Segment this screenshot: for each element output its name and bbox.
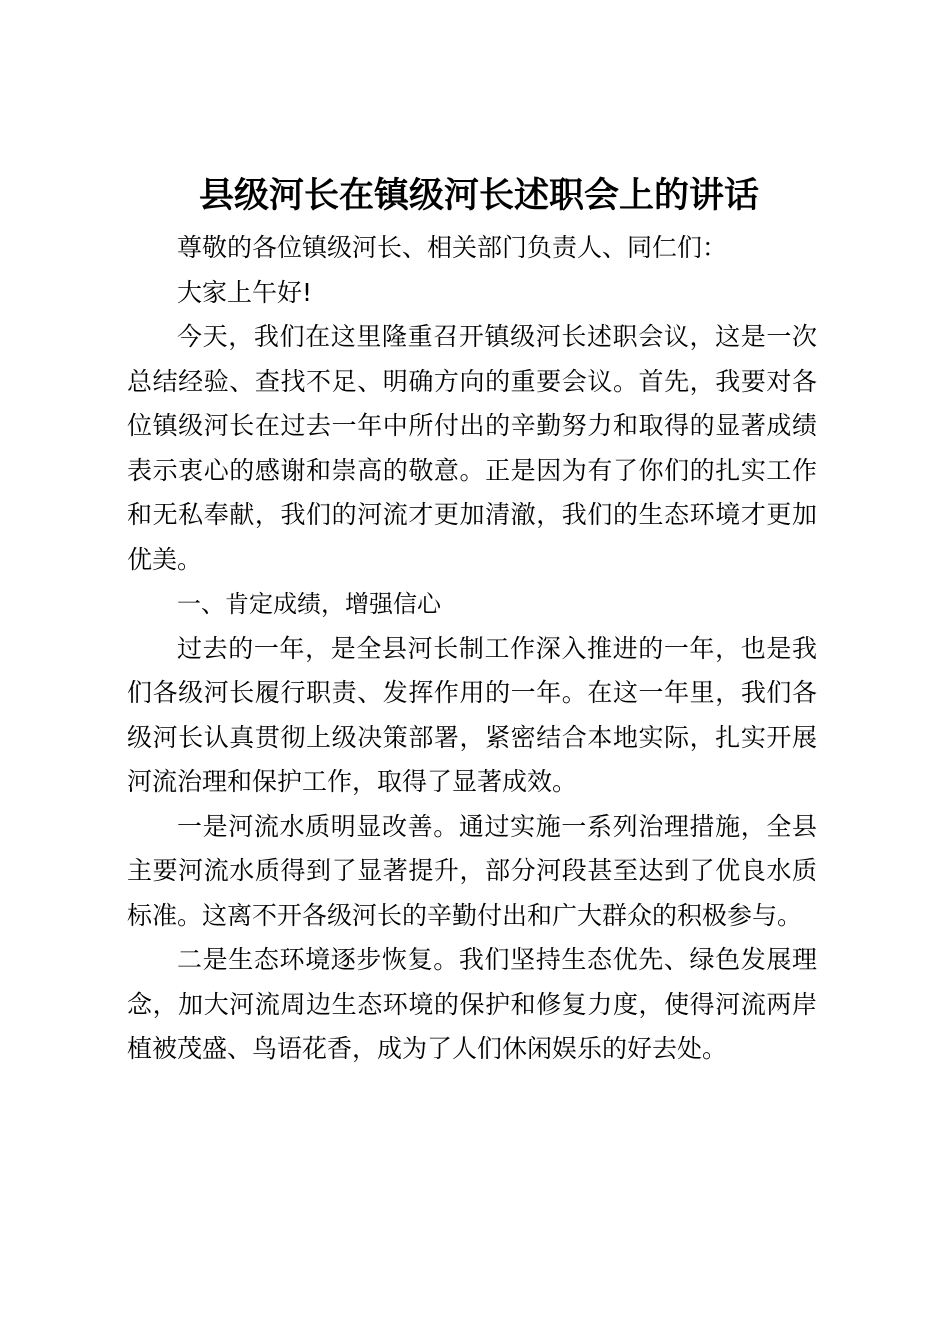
point-one-paragraph: 一是河流水质明显改善。通过实施一系列治理措施，全县主要河流水质得到了显著提升，部分河段甚至达到了优良水质标准。这离不开各级河长的辛勤付出和广大群众的积极参与。 [127, 811, 817, 930]
point-two-paragraph: 二是生态环境逐步恢复。我们坚持生态优先、绿色发展理念，加大河流周边生态环境的保护和修复力度，使得河流两岸植被茂盛、鸟语花香，成为了人们休闲娱乐的好去处。 [127, 945, 817, 1063]
intro-paragraph: 今天，我们在这里隆重召开镇级河长述职会议，这是一次总结经验、查找不足、明确方向的重要会议。首先，我要对各位镇级河长在过去一年中所付出的辛勤努力和取得的显著成绩表示衷心的感谢和崇高的敬意。正是因为有了你们的扎实工作和无私奉献，我们的河流才更加清澈，我们的生态环境才更加优美。 [127, 322, 817, 574]
document-page [127, 170, 817, 1072]
greeting: 大家上午好! [177, 277, 313, 307]
section-heading: 一、肯定成绩，增强信心 [177, 590, 441, 618]
document-title: 县级河长在镇级河长述职会上的讲话 [198, 176, 759, 216]
section-intro-paragraph: 过去的一年，是全县河长制工作深入推进的一年，也是我们各级河长履行职责、发挥作用的一年。在这一年里，我们各级河长认真贯彻上级决策部署，紧密结合本地实际，扎实开展河流治理和保护工作，取得了显著成效。 [127, 633, 817, 796]
salutation: 尊敬的各位镇级河长、相关部门负责人、同仁们： [177, 233, 728, 262]
